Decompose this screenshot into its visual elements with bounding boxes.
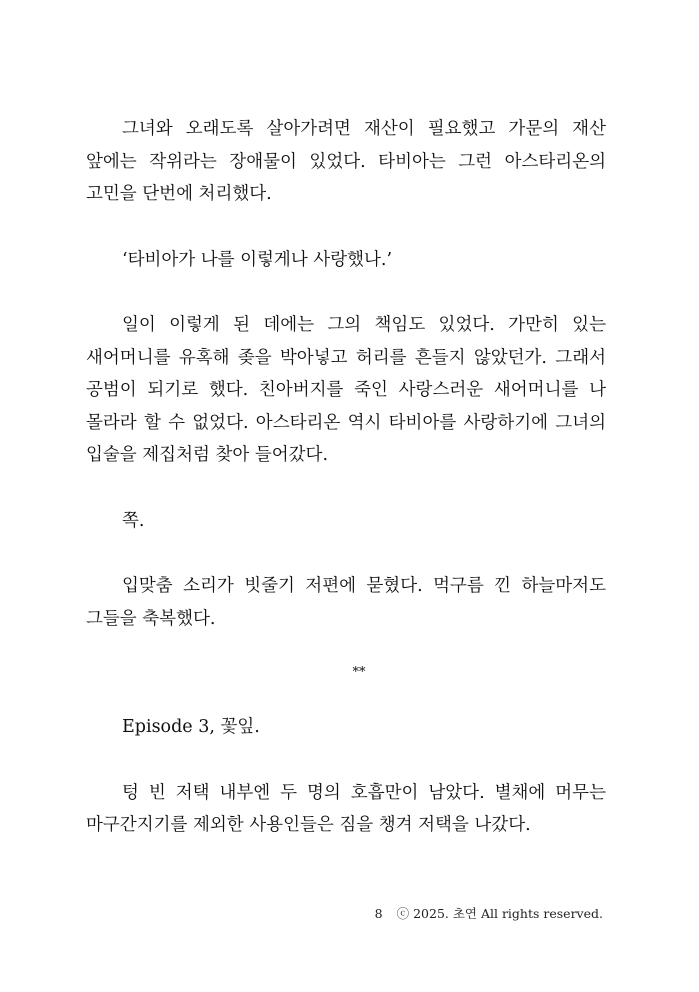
body-text (86, 113, 606, 842)
paragraph-spacer (86, 683, 606, 711)
paragraph-inner-thought: ‘타비아가 나를 이렇게나 사랑했나.’ (122, 249, 393, 270)
paragraph-spacer (86, 744, 606, 777)
paragraph-accomplice: 일이 이렇게 된 데에는 그의 책임도 있었다. 가만히 있는 새어머니를 유혹해 좆을 박아넣고 허리를 흔들지 않았던가. 그래서 공범이 되기로 했다. 친아버지를 죽인 사랑스러운 새어머니를 나 몰라라 할 수 없었다. 아스타리온 역시 타비아를 사랑하기에 그녀의 입술을 제집처럼 찾아 들어갔다. (86, 315, 606, 465)
page-footer (375, 905, 603, 923)
scene-divider: ** (352, 665, 366, 680)
paragraph-empty-mansion: 텅 빈 저택 내부엔 두 명의 호흡만이 남았다. 별채에 머무는 마구간지기를 제외한 사용인들은 짐을 챙겨 저택을 나갔다. (86, 782, 606, 835)
paragraph-spacer (86, 211, 606, 244)
copyright-notice: ⓒ 2025. 초연 All rights reserved. (396, 906, 603, 921)
paragraph-blessing: 입맞춤 소리가 빗줄기 저편에 묻혔다. 먹구름 낀 하늘마저도 그들을 축복했다. (86, 576, 606, 629)
paragraph-spacer (86, 472, 606, 505)
paragraph-spacer (86, 537, 606, 570)
episode-heading: Episode 3, 꽃잎. (122, 717, 260, 737)
paragraph-kiss-sound: 쪽. (122, 510, 145, 531)
paragraph-inheritance: 그녀와 오래도록 살아가려면 재산이 필요했고 가문의 재산 앞에는 작위라는 장애물이 있었다. 타비아는 그런 아스타리온의 고민을 단번에 처리했다. (86, 119, 606, 204)
page-number: 8 (374, 906, 383, 921)
paragraph-spacer (86, 276, 606, 309)
paragraph-spacer (86, 635, 606, 663)
